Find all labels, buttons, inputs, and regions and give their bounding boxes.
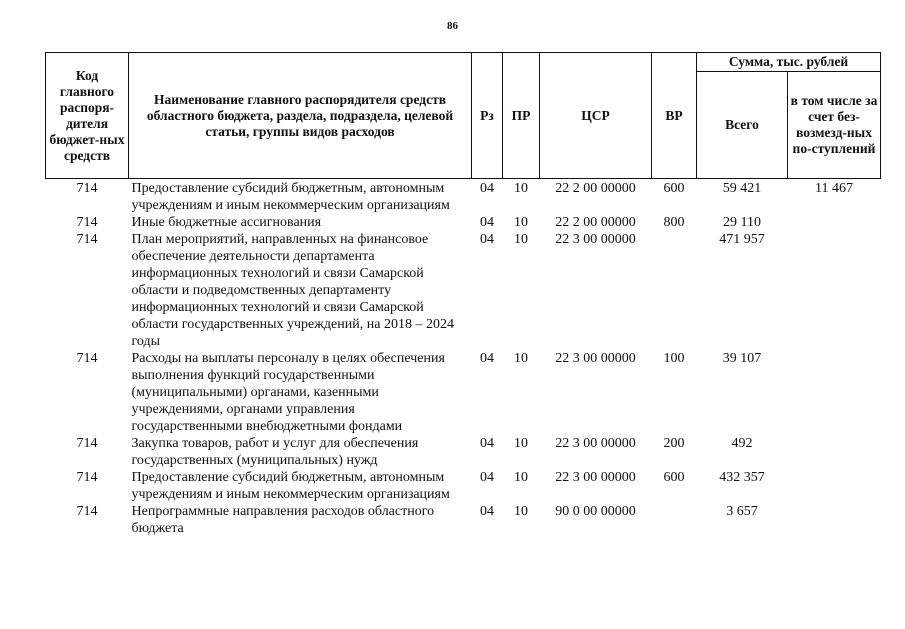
header-sum: Сумма, тыс. рублей bbox=[697, 53, 881, 72]
cell-pr: 10 bbox=[514, 504, 528, 519]
header-free: в том числе за счет без-возмезд-ных по-ступлений bbox=[788, 72, 881, 179]
cell-free bbox=[788, 214, 881, 231]
cell-name: Предоставление субсидий бюджетным, автономным учреждениям и иным некоммерческим организациям bbox=[131, 470, 450, 502]
table-header bbox=[46, 53, 881, 179]
cell-pr: 10 bbox=[514, 232, 528, 247]
cell-name: Непрограммные направления расходов областного бюджета bbox=[131, 504, 435, 536]
cell-code: 714 bbox=[76, 436, 98, 451]
cell-name: Закупка товаров, работ и услуг для обеспечения государственных (муниципальных) нужд bbox=[131, 436, 419, 468]
cell-vr: 600 bbox=[663, 470, 685, 485]
header-total: Всего bbox=[697, 72, 788, 179]
table-body bbox=[46, 179, 881, 538]
cell-free bbox=[788, 231, 881, 350]
cell-vr: 100 bbox=[663, 351, 685, 366]
cell-name: Предоставление субсидий бюджетным, автономным учреждениям и иным некоммерческим организациям bbox=[131, 181, 450, 213]
cell-code: 714 bbox=[76, 215, 98, 230]
cell-csr: 22 3 00 00000 bbox=[555, 470, 636, 485]
cell-csr: 22 3 00 00000 bbox=[555, 232, 636, 247]
header-name: Наименование главного распорядителя средств областного бюджета, раздела, подраздела, целевой статьи, группы видов расходов bbox=[129, 53, 472, 179]
cell-csr: 22 3 00 00000 bbox=[555, 351, 636, 366]
header-rz: Рз bbox=[472, 53, 503, 179]
cell-total: 59 421 bbox=[722, 181, 762, 196]
table-row bbox=[46, 179, 881, 215]
header-pr: ПР bbox=[503, 53, 540, 179]
header-vr: ВР bbox=[652, 53, 697, 179]
cell-csr: 22 2 00 00000 bbox=[555, 181, 636, 196]
cell-total: 432 357 bbox=[719, 470, 765, 485]
cell-code: 714 bbox=[76, 351, 98, 366]
table-row bbox=[46, 350, 881, 435]
cell-rz: 04 bbox=[480, 504, 494, 519]
cell-total: 471 957 bbox=[719, 232, 765, 247]
cell-vr: 800 bbox=[663, 215, 685, 230]
cell-pr: 10 bbox=[514, 470, 528, 485]
cell-csr: 90 0 00 00000 bbox=[555, 504, 636, 519]
cell-total: 29 110 bbox=[723, 215, 761, 230]
cell-rz: 04 bbox=[480, 470, 494, 485]
cell-pr: 10 bbox=[514, 351, 528, 366]
table-row bbox=[46, 469, 881, 503]
cell-total: 39 107 bbox=[722, 351, 762, 366]
cell-name: Иные бюджетные ассигнования bbox=[131, 215, 322, 230]
cell-code: 714 bbox=[76, 504, 98, 519]
cell-vr bbox=[652, 231, 697, 350]
cell-rz: 04 bbox=[480, 215, 494, 230]
cell-free bbox=[788, 503, 881, 537]
cell-total: 492 bbox=[731, 436, 753, 451]
cell-code: 714 bbox=[76, 181, 98, 196]
cell-free bbox=[788, 350, 881, 435]
table-row bbox=[46, 231, 881, 350]
page-number: 86 bbox=[447, 20, 458, 32]
header-csr: ЦСР bbox=[540, 53, 652, 179]
cell-vr: 200 bbox=[663, 436, 685, 451]
cell-free bbox=[788, 435, 881, 469]
cell-code: 714 bbox=[76, 232, 98, 247]
cell-name: План мероприятий, направленных на финансовое обеспечение деятельности департамента информационных технологий и связи Самарской области и подведомственных департаменту информационных технологий и связи Самарской области государственных учреждений, на 2018 – 2024 годы bbox=[131, 232, 454, 349]
cell-rz: 04 bbox=[480, 181, 494, 196]
budget-table bbox=[45, 52, 881, 537]
cell-vr bbox=[652, 503, 697, 537]
cell-csr: 22 2 00 00000 bbox=[555, 215, 636, 230]
header-code: Код главного распоря-дителя бюджет-ных средств bbox=[46, 53, 129, 179]
cell-pr: 10 bbox=[514, 436, 528, 451]
cell-free bbox=[788, 469, 881, 503]
cell-rz: 04 bbox=[480, 232, 494, 247]
cell-name: Расходы на выплаты персоналу в целях обеспечения выполнения функций государственными (муниципальными) органами, казенными учреждениями, органами управления государственными внебюджетными фондами bbox=[131, 351, 445, 434]
table-row bbox=[46, 435, 881, 469]
cell-vr: 600 bbox=[663, 181, 685, 196]
cell-pr: 10 bbox=[514, 181, 528, 196]
cell-pr: 10 bbox=[514, 215, 528, 230]
table-row bbox=[46, 503, 881, 537]
cell-rz: 04 bbox=[480, 436, 494, 451]
table-row bbox=[46, 214, 881, 231]
cell-total: 3 657 bbox=[726, 504, 758, 519]
cell-rz: 04 bbox=[480, 351, 494, 366]
cell-code: 714 bbox=[76, 470, 98, 485]
cell-free: 11 467 bbox=[815, 181, 853, 196]
cell-csr: 22 3 00 00000 bbox=[555, 436, 636, 451]
